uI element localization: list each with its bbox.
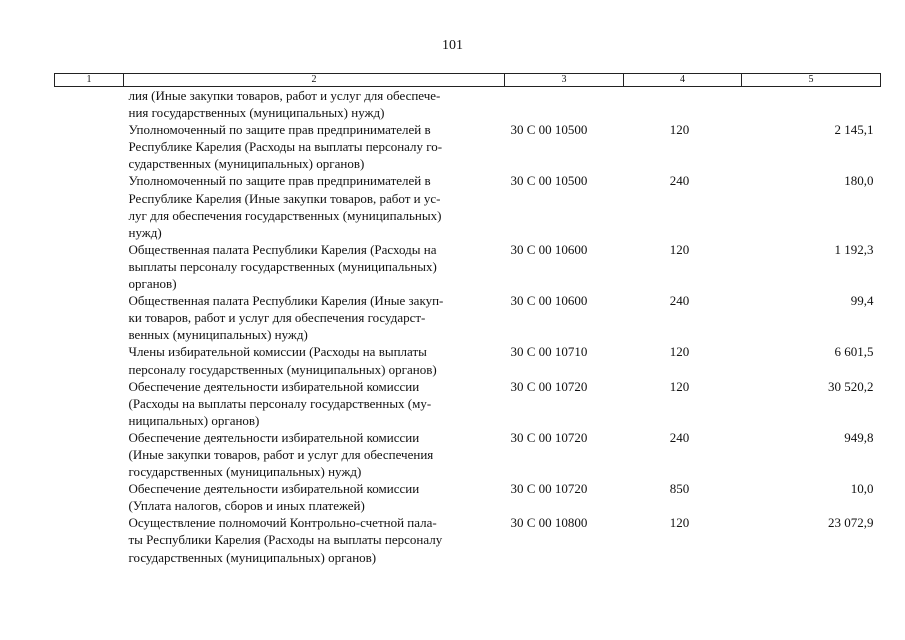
table-row [55, 292, 881, 343]
expense-name-line: ния государственных (муниципальных) нужд) [128, 105, 385, 121]
target-code-cell: 30 С 00 10500 [510, 173, 588, 189]
target-code-cell [505, 87, 624, 122]
table-header-row [55, 74, 881, 87]
amount-cell: 99,4 [850, 293, 874, 309]
expense-name-line: государственных (муниципальных) органов) [128, 549, 377, 565]
row-number-cell [55, 429, 124, 480]
expense-name-cell [124, 87, 505, 122]
amount-cell: 1 192,3 [834, 241, 874, 257]
target-code-cell: 30 С 00 10600 [510, 293, 588, 309]
expense-name-line: Общественная палата Республики Карелия (Иные закуп- [128, 293, 444, 309]
expense-name-line: Уполномоченный по защите прав предпринимателей в [128, 173, 431, 189]
expense-name-line: Обеспечение деятельности избирательной комиссии [128, 429, 420, 445]
expense-name-cell [124, 121, 505, 172]
expense-name-cell [124, 480, 505, 514]
expense-name-line: Члены избирательной комиссии (Расходы на выплаты [128, 344, 427, 360]
expense-type-cell: 120 [669, 344, 690, 360]
amount-cell: 30 520,2 [828, 378, 874, 394]
expense-type-cell: 120 [669, 122, 690, 138]
expense-name-line: персоналу государственных (муниципальных) органов) [128, 361, 437, 377]
row-number-cell [55, 172, 124, 240]
table-row [55, 343, 881, 377]
expense-name-line: (Иные закупки товаров, работ и услуг для обеспечения [128, 446, 434, 462]
expense-type-cell: 240 [669, 173, 690, 189]
target-code-cell: 30 С 00 10720 [510, 378, 588, 394]
target-code-cell: 30 С 00 10800 [510, 515, 588, 531]
amount-cell [742, 87, 881, 122]
column-header-1: 1 [55, 74, 124, 87]
expense-name-line: (Уплата налогов, сборов и иных платежей) [128, 498, 365, 514]
expense-name-cell [124, 343, 505, 377]
expense-name-line: Обеспечение деятельности избирательной комиссии [128, 481, 420, 497]
amount-cell: 23 072,9 [828, 515, 874, 531]
expense-name-line: луг для обеспечения государственных (муниципальных) [128, 207, 442, 223]
column-header-2: 2 [124, 74, 505, 87]
expense-type-cell: 120 [669, 515, 690, 531]
expense-type-cell: 240 [669, 293, 690, 309]
amount-cell: 6 601,5 [834, 344, 874, 360]
expense-name-cell [124, 378, 505, 429]
expense-name-line: Общественная палата Республики Карелия (Расходы на [128, 241, 437, 257]
expense-name-line: ниципальных) органов) [128, 412, 260, 428]
expense-type-cell: 240 [669, 429, 690, 445]
expense-name-cell [124, 292, 505, 343]
expense-name-line: ки товаров, работ и услуг для обеспечения государст- [128, 310, 426, 326]
expense-type-cell: 120 [669, 378, 690, 394]
table-row [55, 172, 881, 240]
table-row [55, 514, 881, 565]
expense-name-cell [124, 172, 505, 240]
expense-name-cell [124, 429, 505, 480]
expense-name-line: венных (муниципальных) нужд) [128, 327, 308, 343]
page-number: 101 [442, 38, 463, 53]
row-number-cell [55, 121, 124, 172]
amount-cell: 180,0 [844, 173, 874, 189]
expense-name-line: выплаты персоналу государственных (муниципальных) [128, 258, 437, 274]
table-row [55, 480, 881, 514]
expense-name-line: ты Республики Карелия (Расходы на выплаты персоналу [128, 532, 443, 548]
row-number-cell [55, 343, 124, 377]
target-code-cell: 30 С 00 10600 [510, 241, 588, 257]
expense-name-line: нужд) [128, 224, 162, 240]
expense-name-line: сударственных (муниципальных) органов) [128, 156, 365, 172]
expense-name-cell [124, 241, 505, 292]
row-number-cell [55, 292, 124, 343]
amount-cell: 10,0 [850, 481, 874, 497]
target-code-cell: 30 С 00 10500 [510, 122, 588, 138]
table-row [55, 378, 881, 429]
target-code-cell: 30 С 00 10710 [510, 344, 588, 360]
table-row [55, 241, 881, 292]
expense-name-line: Осуществление полномочий Контрольно-счетной пала- [128, 515, 437, 531]
expense-name-line: государственных (муниципальных) нужд) [128, 464, 362, 480]
target-code-cell: 30 С 00 10720 [510, 429, 588, 445]
expense-name-line: органов) [128, 276, 177, 292]
expense-name-line: Республике Карелия (Расходы на выплаты персоналу го- [128, 139, 443, 155]
column-header-5: 5 [742, 74, 881, 87]
table-row [55, 429, 881, 480]
row-number-cell [55, 514, 124, 565]
row-number-cell [55, 378, 124, 429]
amount-cell: 949,8 [844, 429, 874, 445]
expense-type-cell [624, 87, 742, 122]
expense-name-line: Республике Карелия (Иные закупки товаров, работ и ус- [128, 190, 441, 206]
expense-name-line: (Расходы на выплаты персоналу государственных (му- [128, 395, 432, 411]
table-row [55, 121, 881, 172]
expense-name-line: лия (Иные закупки товаров, работ и услуг для обеспече- [128, 88, 441, 103]
expense-name-line: Обеспечение деятельности избирательной комиссии [128, 378, 420, 394]
column-header-4: 4 [624, 74, 742, 87]
target-code-cell: 30 С 00 10720 [510, 481, 588, 497]
expense-name-line: Уполномоченный по защите прав предпринимателей в [128, 122, 431, 138]
budget-table [54, 73, 881, 566]
table-row [55, 87, 881, 122]
amount-cell: 2 145,1 [834, 122, 874, 138]
expense-type-cell: 850 [669, 481, 690, 497]
table-body [55, 87, 881, 566]
row-number-cell [55, 241, 124, 292]
row-number-cell [55, 480, 124, 514]
row-number-cell [55, 87, 124, 122]
column-header-3: 3 [505, 74, 624, 87]
expense-type-cell: 120 [669, 241, 690, 257]
expense-name-cell [124, 514, 505, 565]
